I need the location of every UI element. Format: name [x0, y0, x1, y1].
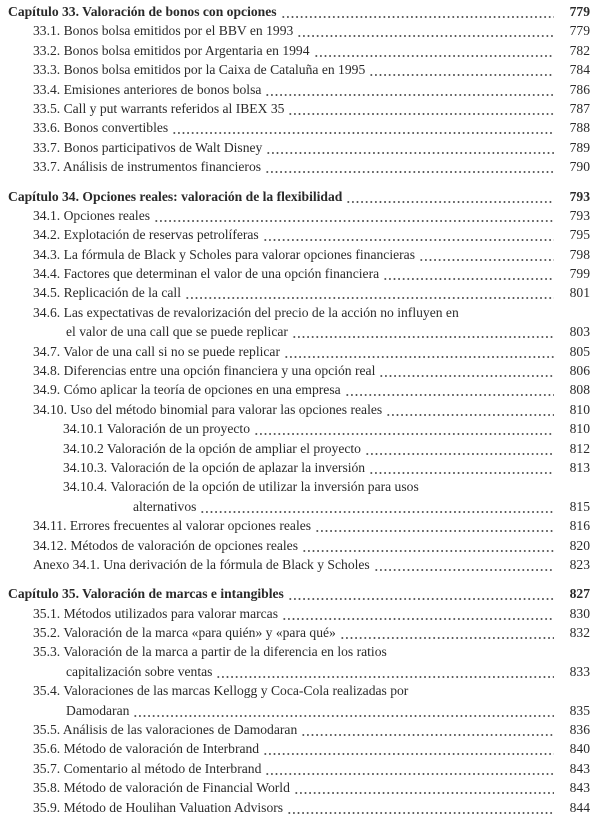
toc-entry — [0, 536, 600, 555]
entry-title: 33.4. Emisiones anteriores de bonos bolsa — [33, 81, 262, 97]
toc-entry — [0, 458, 600, 477]
toc-entry — [0, 643, 600, 662]
toc-entry — [0, 477, 600, 496]
page-number: 823 — [569, 556, 590, 572]
page-number: 798 — [569, 246, 590, 262]
page-number: 805 — [569, 343, 590, 359]
page-number: 808 — [569, 382, 590, 398]
dot-leader — [133, 701, 554, 720]
dot-leader — [263, 225, 554, 244]
toc-entry — [0, 303, 600, 322]
section-gap — [0, 177, 600, 187]
dot-leader — [216, 662, 554, 681]
dot-leader — [265, 80, 554, 99]
entry-title: 35.4. Valoraciones de las marcas Kellogg y Coca-Cola realizadas por — [33, 683, 409, 699]
entry-title: 35.2. Valoración de la marca «para quién» y «para qué» — [33, 625, 336, 641]
toc-entry — [0, 99, 600, 118]
entry-title: Capítulo 34. Opciones reales: valoración de la flexibilidad — [8, 188, 343, 204]
page-number: 803 — [569, 324, 590, 340]
toc-entry — [0, 60, 600, 79]
entry-title: 35.3. Valoración de la marca a partir de la diferencia en los ratios — [33, 644, 387, 660]
page-number: 810 — [569, 421, 590, 437]
page-number: 787 — [569, 100, 590, 116]
toc-entry — [0, 759, 600, 778]
toc-entry — [0, 604, 600, 623]
entry-title: 34.3. La fórmula de Black y Scholes para valorar opciones financieras — [33, 246, 415, 262]
entry-title: Anexo 34.1. Una derivación de la fórmula de Black y Scholes — [33, 556, 370, 572]
page-number: 830 — [569, 605, 590, 621]
entry-title: 35.6. Método de valoración de Interbrand — [33, 741, 260, 757]
page-number: 843 — [569, 760, 590, 776]
entry-title: 33.6. Bonos convertibles — [33, 120, 169, 136]
page-number: 810 — [569, 401, 590, 417]
dot-leader — [374, 555, 554, 574]
chapter-heading — [0, 2, 600, 21]
toc-entry — [0, 157, 600, 176]
page-number: 799 — [569, 266, 590, 282]
entry-title: 34.2. Explotación de reservas petrolíferas — [33, 227, 259, 243]
page-number: 779 — [569, 23, 590, 39]
entry-title: 34.10. Uso del método binomial para valorar las opciones reales — [33, 401, 383, 417]
page-number: 843 — [569, 780, 590, 796]
entry-title: 34.9. Cómo aplicar la teoría de opciones en una empresa — [33, 382, 341, 398]
page-number: 806 — [569, 363, 590, 379]
entry-title: Capítulo 35. Valoración de marcas e intangibles — [8, 586, 284, 602]
dot-leader — [263, 739, 554, 758]
dot-leader — [265, 157, 554, 176]
chapter-heading — [0, 584, 600, 603]
page-number: 812 — [569, 440, 590, 456]
page-number: 833 — [569, 663, 590, 679]
toc-entry — [0, 342, 600, 361]
toc-entry — [0, 778, 600, 797]
toc-entry — [0, 419, 600, 438]
entry-title: capitalización sobre ventas — [66, 663, 213, 679]
table-of-contents — [0, 2, 600, 817]
dot-leader — [200, 497, 554, 516]
dot-leader — [154, 206, 554, 225]
page-number: 801 — [569, 285, 590, 301]
dot-leader — [419, 245, 554, 264]
entry-title: 33.5. Call y put warrants referidos al IBEX 35 — [33, 100, 285, 116]
page-number: 784 — [569, 62, 590, 78]
dot-leader — [365, 439, 554, 458]
entry-title: 34.7. Valor de una call si no se puede replicar — [33, 343, 280, 359]
dot-leader — [281, 2, 554, 21]
entry-title: 34.1. Opciones reales — [33, 207, 151, 223]
section-gap — [0, 574, 600, 584]
dot-leader — [379, 361, 554, 380]
toc-entry — [0, 283, 600, 302]
dot-leader — [302, 536, 554, 555]
dot-leader — [284, 342, 554, 361]
toc-entry — [0, 361, 600, 380]
dot-leader — [297, 21, 554, 40]
entry-title: 35.8. Método de valoración de Financial World — [33, 780, 290, 796]
entry-title: Damodaran — [66, 702, 130, 718]
toc-entry — [0, 264, 600, 283]
toc-entry — [0, 80, 600, 99]
toc-entry — [0, 118, 600, 137]
page-number: 836 — [569, 722, 590, 738]
entry-title: el valor de una call que se puede replicar — [66, 324, 288, 340]
entry-title: 34.11. Errores frecuentes al valorar opciones reales — [33, 518, 312, 534]
toc-entry — [0, 225, 600, 244]
page-number: 788 — [569, 120, 590, 136]
entry-title: Capítulo 33. Valoración de bonos con opciones — [8, 3, 277, 19]
dot-leader — [346, 187, 554, 206]
entry-title: 34.12. Métodos de valoración de opciones reales — [33, 537, 298, 553]
toc-entry — [0, 555, 600, 574]
toc-entry — [0, 623, 600, 642]
page-number: 782 — [569, 42, 590, 58]
entry-title: 35.1. Métodos utilizados para valorar marcas — [33, 605, 278, 621]
dot-leader — [340, 623, 554, 642]
toc-entry-continuation — [0, 497, 600, 516]
dot-leader — [266, 138, 554, 157]
entry-title: 34.10.4. Valoración de la opción de utilizar la inversión para usos — [63, 479, 419, 495]
page-number: 793 — [569, 207, 590, 223]
toc-entry — [0, 516, 600, 535]
dot-leader — [172, 118, 554, 137]
entry-title: alternativos — [133, 498, 197, 514]
entry-title: 34.4. Factores que determinan el valor de una opción financiera — [33, 266, 380, 282]
dot-leader — [383, 264, 554, 283]
page-number: 813 — [569, 459, 590, 475]
toc-entry-continuation — [0, 662, 600, 681]
page-number: 793 — [569, 188, 590, 204]
page-number: 832 — [569, 625, 590, 641]
page-number: 795 — [569, 227, 590, 243]
dot-leader — [287, 798, 554, 817]
page-number: 789 — [569, 139, 590, 155]
toc-entry — [0, 21, 600, 40]
dot-leader — [345, 380, 554, 399]
toc-entry — [0, 439, 600, 458]
entry-title: 34.5. Replicación de la call — [33, 285, 181, 301]
dot-leader — [294, 778, 554, 797]
page-number: 835 — [569, 702, 590, 718]
toc-entry — [0, 739, 600, 758]
entry-title: 34.10.1 Valoración de un proyecto — [63, 421, 250, 437]
dot-leader — [288, 584, 554, 603]
dot-leader — [369, 60, 554, 79]
page-number: 827 — [569, 586, 590, 602]
toc-entry — [0, 720, 600, 739]
page-number: 844 — [569, 799, 590, 815]
entry-title: 34.10.2 Valoración de la opción de ampliar el proyecto — [63, 440, 361, 456]
dot-leader — [301, 720, 554, 739]
dot-leader — [282, 604, 554, 623]
entry-title: 33.3. Bonos bolsa emitidos por la Caixa de Cataluña en 1995 — [33, 62, 366, 78]
toc-entry-continuation — [0, 322, 600, 341]
dot-leader — [254, 419, 554, 438]
page-number: 820 — [569, 537, 590, 553]
toc-entry — [0, 681, 600, 700]
page-number: 779 — [569, 3, 590, 19]
dot-leader — [292, 322, 554, 341]
entry-title: 33.2. Bonos bolsa emitidos por Argentaria en 1994 — [33, 42, 310, 58]
toc-entry — [0, 380, 600, 399]
entry-title: 34.10.3. Valoración de la opción de aplazar la inversión — [63, 459, 366, 475]
page-number: 815 — [569, 498, 590, 514]
entry-title: 35.5. Análisis de las valoraciones de Damodaran — [33, 722, 298, 738]
toc-entry — [0, 41, 600, 60]
toc-entry — [0, 138, 600, 157]
page-number: 840 — [569, 741, 590, 757]
entry-title: 34.6. Las expectativas de revalorización del precio de la acción no influyen en — [33, 304, 459, 320]
entry-title: 35.9. Método de Houlihan Valuation Advisors — [33, 799, 284, 815]
dot-leader — [315, 516, 554, 535]
entry-title: 33.7. Análisis de instrumentos financieros — [33, 159, 262, 175]
entry-title: 33.1. Bonos bolsa emitidos por el BBV en 1993 — [33, 23, 294, 39]
dot-leader — [369, 458, 554, 477]
entry-title: 33.7. Bonos participativos de Walt Disney — [33, 139, 263, 155]
toc-entry — [0, 245, 600, 264]
toc-entry — [0, 206, 600, 225]
dot-leader — [265, 759, 554, 778]
page-number: 786 — [569, 81, 590, 97]
toc-entry-continuation — [0, 701, 600, 720]
dot-leader — [314, 41, 554, 60]
toc-entry — [0, 400, 600, 419]
entry-title: 34.8. Diferencias entre una opción financiera y una opción real — [33, 363, 376, 379]
page-number: 816 — [569, 518, 590, 534]
entry-title: 35.7. Comentario al método de Interbrand — [33, 760, 262, 776]
toc-entry — [0, 798, 600, 817]
dot-leader — [386, 400, 554, 419]
page-number: 790 — [569, 159, 590, 175]
dot-leader — [185, 283, 554, 302]
chapter-heading — [0, 187, 600, 206]
dot-leader — [288, 99, 554, 118]
